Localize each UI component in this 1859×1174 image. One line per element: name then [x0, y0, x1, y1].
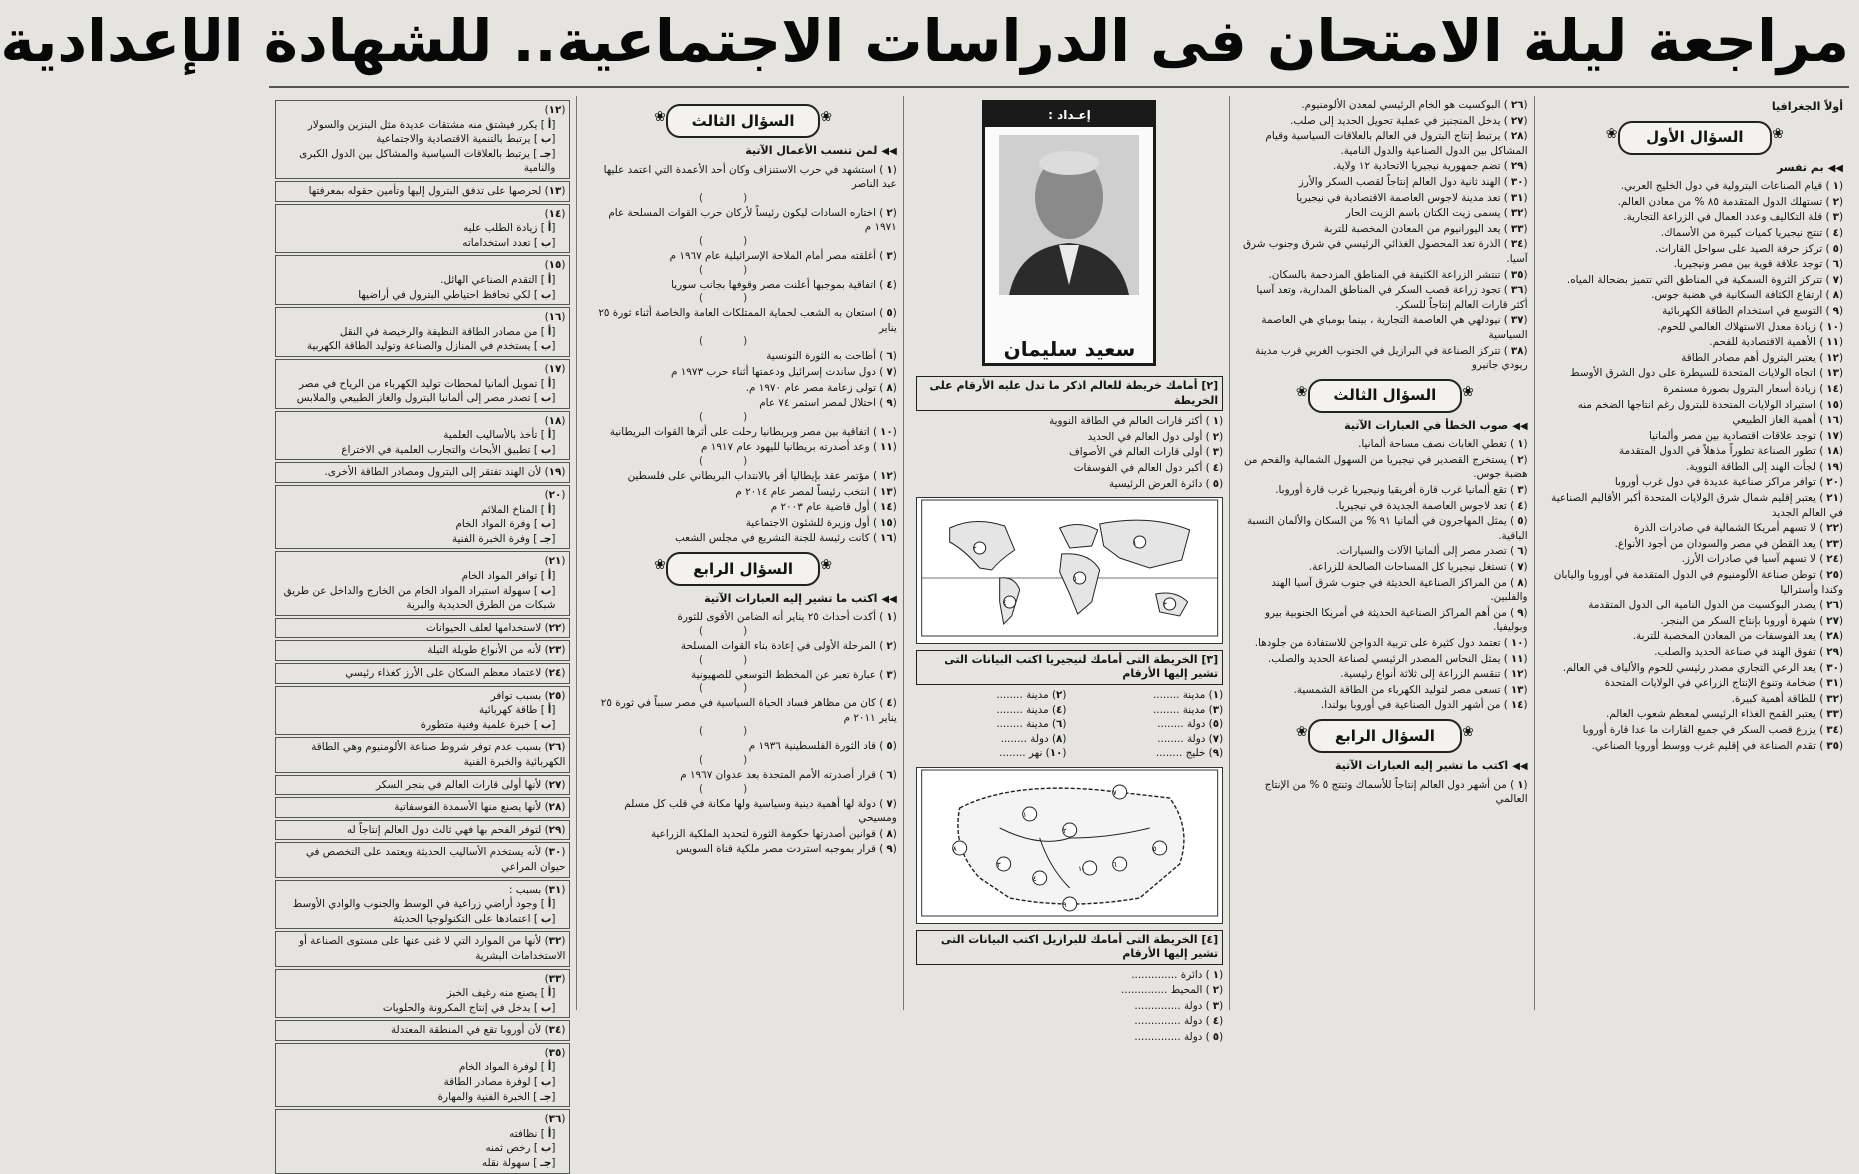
- list-item: (٢٩) تضم جمهورية نيجيريا الاتحادية ١٢ ولاية.: [1332, 160, 1528, 173]
- arrow-left-icon: ◀◀: [881, 593, 897, 605]
- world-map-figure: [917, 498, 1222, 638]
- instruction: ◀◀اكتب ما تشير إليه العبارات الآتية: [1334, 758, 1528, 772]
- item-list: [1242, 778, 1527, 807]
- svg-text:٩: ٩: [1062, 900, 1067, 909]
- list-item: (٤) أكبر دول العالم في الفوسفات: [1073, 461, 1224, 474]
- list-item: (٧) دولة لها أهمية دينية وسياسية ولها مكانة في قلب كل مسلم ومسيحي: [624, 797, 897, 825]
- svg-text:٤: ٤: [1002, 599, 1007, 608]
- list-item: (٣٢) يسمى زيت الكتان باسم الزيت الحار: [1345, 207, 1528, 220]
- answer-sub: [ب] تطبيق الأبحاث والتجارب العلمية في الاختراع: [341, 443, 556, 456]
- arrow-left-icon: ◀◀: [1512, 760, 1528, 772]
- list-item: (١١) الأهمية الاقتصادية للفحم.: [1709, 336, 1843, 349]
- instruction: ◀◀بم تفسر: [1776, 160, 1843, 174]
- list-item: (٥) استعان به الشعب لحماية الممتلكات العامة والخاصة أثناء ثورة ٢٥ يناير (): [598, 307, 897, 348]
- answer-block: (٢٠) [أ] المناخ الملائم [ب] وفرة المواد الخام [جـ] وفرة الخبرة الفنية: [275, 485, 570, 549]
- answer-sub: [ب] خبرة علمية وفنية متطورة: [420, 718, 556, 731]
- item-list: [589, 163, 896, 546]
- item-list: [916, 414, 1223, 491]
- list-item: (١٥) استيراد الولايات المتحدة للبترول رغم انتاجها الضخم منه: [1577, 398, 1843, 411]
- list-item: (٣٥) تقدم الصناعة في إقليم غرب ووسط أوروبا الصناعي.: [1591, 739, 1843, 752]
- list-item: (١) أكدت أحداث ٢٥ يناير أنه الضامن الأقوى للثورة (): [677, 611, 897, 638]
- blank-item: (٢) المحيط ..............: [1121, 984, 1224, 997]
- blank-item: (٧) دولة ........: [1157, 732, 1224, 745]
- blank-item: (٥) دولة ........: [1157, 718, 1224, 731]
- answer-block: (٢٣) لأنه من الأنواع طويلة التيلة: [275, 640, 570, 661]
- answer-sub: [أ] تمويل ألمانيا لمحطات توليد الكهرباء من الرياح في مصر: [298, 377, 556, 390]
- list-item: (٢٦) يصدر البوكسيت من الدول النامية الى الدول المتقدمة: [1588, 599, 1843, 612]
- svg-text:٨: ٨: [952, 844, 957, 853]
- instruction: ◀◀صوب الخطأ في العبارات الآتية: [1344, 418, 1528, 432]
- list-item: (٣٤) الذرة تعد المحصول الغذائي الرئيسي في شرق وجنوب شرق آسيا.: [1242, 238, 1528, 265]
- blank-item: (٥) دولة ..............: [1134, 1031, 1224, 1044]
- question-badge: ❀ السؤال الرابع ❀: [1308, 719, 1462, 753]
- list-item: (٣١) ضخامة وتنوع الإنتاج الزراعي في الولايات المتحدة: [1604, 677, 1843, 690]
- list-item: (١) استشهد في حرب الاستنزاف وكان أحد الأعمدة التي اعتمد عليها عبد الناصر (): [603, 163, 897, 204]
- blank-item: (٢) مدينة ........: [996, 688, 1067, 701]
- section-label: أولاً الجغرافيا: [1771, 100, 1843, 113]
- svg-text:٣: ٣: [1162, 601, 1167, 610]
- list-item: (١١) وعد أصدرته بريطانيا لليهود عام ١٩١٧ م (): [699, 441, 897, 467]
- answer-sub: [جـ] وفرة الخبرة الفنية: [451, 532, 556, 545]
- list-item: (٩) التوسع في استخدام الطاقة الكهربائية: [1662, 304, 1843, 317]
- answer-block: (٢٥) بسبب توافر [أ] طاقة كهربائية [ب] خبرة علمية وفنية متطورة: [275, 686, 570, 736]
- list-item: (١٢) مؤتمر عقد بإيطاليا أقر بالانتداب البريطاني على فلسطين: [627, 469, 897, 482]
- answer-sub: [أ] توافر المواد الخام: [461, 570, 556, 583]
- question-badge: ❀ السؤال الأول ❀: [1618, 121, 1772, 155]
- blank-item: (١٠) نهر ........: [999, 747, 1067, 760]
- list-item: (٢) أولى دول العالم في الحديد: [1087, 430, 1224, 443]
- blank-item: (٤) دولة ..............: [1134, 1015, 1224, 1028]
- answer-block: (٣٠) لأنه يستخدم الأساليب الحديثة ويعتمد على التخصص في حيوان المراعي: [275, 842, 570, 877]
- list-item: (١) أكثر قارات العالم في الطاقة النووية: [1049, 415, 1224, 428]
- list-item: (٢) المرحلة الأولى في إعادة بناء القوات المسلحة (): [680, 640, 897, 666]
- list-item: (١٣) تسعى مصر لتوليد الكهرباء من الطاقة الشمسية.: [1293, 683, 1528, 696]
- author-label: إعـداد :: [985, 103, 1153, 127]
- list-item: (٢) اختاره السادات ليكون رئيساً لأركان حرب القوات المسلحة عام ١٩٧١ م (): [608, 206, 897, 247]
- answer-block: (٣٥) [أ] لوفرة المواد الخام [ب] لوفرة مصادر الطاقة [جـ] الخبرة الفنية والمهارة: [275, 1043, 570, 1107]
- list-item: (٣٧) نيودلهي هي العاصمة التجارية ، بينما بومباي هي العاصمة السياسية: [1261, 314, 1528, 341]
- list-item: (٥) يمثل المهاجرون في ألمانيا ٩١ % من السكان والألمان النسبة الباقية.: [1246, 515, 1528, 542]
- list-item: (١) قيام الصناعات البترولية في دول الخليج العربي.: [1620, 180, 1843, 193]
- answer-sub: [أ] التقدم الصناعي الهائل.: [440, 273, 556, 286]
- list-item: (٣) عبارة تعبر عن المخطط التوسعي للصهيونية (): [691, 668, 897, 695]
- list-item: (٣٥) تنتشر الزراعة الكثيفة في المناطق المزدحمة بالسكان.: [1268, 268, 1528, 281]
- list-item: (٣٠) الهند ثانية دول العالم إنتاجاً لقصب السكر والأرز: [1298, 175, 1528, 188]
- list-item: (٢٨) يرتبط إنتاج البترول في العالم بالعلاقات السياسية وقيام المشاكل بين الدول الصناعية والدول النامية.: [1265, 130, 1528, 157]
- author-name: سعيد سليمان: [1003, 337, 1136, 362]
- answer-sub: [أ] زيادة الطلب عليه: [463, 222, 556, 235]
- blank-item: (٨) دولة ........: [1000, 732, 1067, 745]
- answer-sub: [ب] تعدد استخداماته: [462, 236, 556, 249]
- list-item: (٣٠) يعد الرعي التجاري مصدر رئيسي للحوم والألياف في العالم.: [1562, 661, 1843, 674]
- answer-sub: [أ] يكرر فيشتق منه مشتقات عديدة مثل البنزين والسولار: [307, 118, 556, 131]
- list-item: (٣) أغلقته مصر أمام الملاحة الإسرائيلية عام ١٩٦٧ م (): [669, 249, 897, 276]
- list-item: (١٨) تطور الصناعة تطوراً مذهلاً في الدول المتقدمة: [1619, 445, 1843, 458]
- answer-sub: [أ] من مصادر الطاقة النظيفة والرخيصة في النقل: [339, 325, 556, 338]
- question-header: [٤] الخريطة التى أمامك للبرازيل اكتب البيانات التى تشير إليها الأرقام: [916, 930, 1223, 965]
- instruction: ◀◀اكتب ما تشير إليه العبارات الآتية: [704, 591, 897, 605]
- list-item: (٢) يستخرج القصدير في نيجيريا من السهول الشمالية والفحم من هضبة جوس.: [1243, 453, 1528, 481]
- list-item: (٦) أطاحت به الثورة التونسية: [766, 350, 897, 363]
- answer-block: (١٢) [أ] يكرر فيشتق منه مشتقات عديدة مثل البنزين والسولار [ب] يرتبط بالتنمية الاقتصادية والاجتماعية [جـ] يرتبط بالعلاقات السياسية والمشاكل بين الدول الكبرى والنامية: [275, 100, 570, 179]
- instruction: ◀◀لمن تنسب الأعمال الآتية: [745, 144, 897, 157]
- svg-text:٤: ٤: [1032, 874, 1037, 883]
- list-item: (١٥) أول وزيرة للشئون الاجتماعية: [745, 516, 897, 529]
- list-item: (١) تغطي الغابات نصف مساحة ألمانيا.: [1358, 438, 1528, 451]
- answer-block: (١٣) لحرصها على تدفق البترول إليها وتأمين حقوله بمعرفتها: [275, 181, 570, 202]
- answer-sub: [أ] نظافته: [509, 1127, 556, 1140]
- answer-sub: [أ] لوفرة المواد الخام: [458, 1061, 556, 1074]
- list-item: (١٠) زيادة معدل الاستهلاك العالمي للحوم.: [1657, 320, 1843, 333]
- list-item: (٢٩) تفوق الهند في صناعة الحديد والصلب.: [1654, 646, 1843, 658]
- blank-item: (٩) خليج ........: [1155, 747, 1224, 760]
- blank-item: (٤) مدينة ........: [996, 703, 1067, 716]
- list-item: (٣٦) تجود زراعة قصب السكر في المناطق المدارية، وتعد آسيا أكثر قارات العالم إنتاجاً للسكر.: [1256, 284, 1528, 311]
- answer-sub: [جـ] يرتبط بالعلاقات السياسية والمشاكل بين الدول الكبرى والنامية: [299, 147, 556, 175]
- svg-text:١: ١: [1022, 810, 1027, 819]
- list-item: (٣٤) يزرع قصب السكر في جميع القارات ما عدا قارة أوروبا: [1582, 723, 1843, 736]
- item-list: [1242, 98, 1527, 373]
- list-item: (١٤) زيادة أسعار البترول بصورة مستمرة: [1663, 382, 1843, 395]
- list-item: (٤) كان من مظاهر فساد الحياة السياسية في مصر سبباً في ثورة ٢٥ يناير ٢٠١١ م (): [600, 697, 897, 738]
- answer-sub: [ب] اعتمادها على التكنولوجيا الحديثة: [393, 912, 556, 925]
- answer-block: (١٨) [أ] تأخذ بالأساليب العلمية [ب] تطبيق الأبحاث والتجارب العلمية في الاختراع: [275, 411, 570, 461]
- list-item: (٤) اتفاقية بموجبها أعلنت مصر وقوفها بجانب سوريا (): [671, 278, 897, 305]
- nigeria-map-figure: [917, 768, 1222, 918]
- list-item: (٤) تنتج نيجيريا كميات كبيرة من الأسماك.: [1660, 226, 1843, 239]
- list-item: (٣٣) يعد اليورانيوم من المعادن المخصبة للتربة: [1323, 222, 1528, 235]
- list-item: (٨) تولى زعامة مصر عام ١٩٧٠ م.: [745, 381, 897, 394]
- answer-sub: [أ] وجود أراضي زراعية في الوسط والجنوب والوادي الأوسط: [292, 898, 556, 911]
- answer-block: (١٧) [أ] تمويل ألمانيا لمحطات توليد الكهرباء من الرياح في مصر [ب] تصدر مصر إلى ألمانيا البترول والغاز الطبيعي والملابس: [275, 359, 570, 409]
- header-rule: [269, 86, 1849, 88]
- answer-sub: [ب] يدخل في إنتاج المكرونة والحلويات: [382, 1001, 556, 1014]
- answer-block: (١٩) لأن الهند تفتقر إلى البترول ومصادر الطاقة الأخرى.: [275, 462, 570, 483]
- list-item: (٦) توجد علاقة قوية بين مصر ونيجيريا.: [1673, 258, 1843, 271]
- answer-sub: [أ] طاقة كهربائية: [479, 704, 556, 717]
- question-header: [٣] الخريطة التى أمامك لنيجيريا اكتب البيانات التى تشير إليها الأرقام: [916, 650, 1223, 685]
- answer-block: (٣٣) [أ] يصنع منه رغيف الخبز [ب] يدخل في إنتاج المكرونة والحلويات: [275, 969, 570, 1019]
- list-item: (٢) تستهلك الدول المتقدمة ٨٥ % من معادن العالم.: [1617, 195, 1843, 208]
- answer-block: (١٤) [أ] زيادة الطلب عليه [ب] تعدد استخداماته: [275, 204, 570, 254]
- list-item: (٢٧) شهرة أوروبا بإنتاج السكر من البنجر.: [1660, 614, 1843, 627]
- answer-block: (٢٨) لأنها يصنع منها الأسمدة الفوسفاتية: [275, 797, 570, 818]
- answer-sub: [جـ] سهولة نقله: [481, 1157, 556, 1170]
- list-item: (١) من أشهر دول العالم إنتاجاً للأسماك وتنتج ٥ % من الإنتاج العالمي: [1264, 778, 1528, 806]
- column-center-maps: [910, 96, 1230, 1044]
- list-item: (٩) قرار بموجبه استردت مصر ملكية قناة السويس: [676, 843, 897, 856]
- svg-text:٥: ٥: [1152, 844, 1157, 853]
- list-item: (٢٧) يدخل المنجنيز في عملية تحويل الحديد إلى صلب.: [1290, 114, 1528, 127]
- list-item: (٧) دول ساندت إسرائيل ودعمتها أثناء حرب ١٩٧٣ م: [670, 365, 897, 378]
- list-item: (٩) احتلال لمصر استمر ٧٤ عام (): [699, 397, 897, 423]
- nigeria-map: [916, 767, 1223, 924]
- world-map: [916, 497, 1223, 644]
- list-item: (٦) تصدر مصر إلى ألمانيا الآلات والسيارات.: [1336, 545, 1528, 558]
- answer-block: (١٦) [أ] من مصادر الطاقة النظيفة والرخيصة في النقل [ب] يستخدم في المنازل والصناعة وتوليد الطاقة الكهربية: [275, 307, 570, 357]
- column-geography-q3: [1236, 96, 1534, 1010]
- list-item: (١٣) انتخب رئيساً لمصر عام ٢٠١٤ م: [735, 485, 897, 498]
- list-item: (١٣) اتجاه الولايات المتحدة للسيطرة على دول الشرق الأوسط: [1569, 367, 1843, 380]
- list-item: (٣٨) تتركز الصناعة في البرازيل في الجنوب الغربي قرب مدينة ريودي جانيرو: [1255, 344, 1528, 372]
- answer-sub: [ب] يرتبط بالتنمية الاقتصادية والاجتماعية: [376, 133, 556, 146]
- list-item: (١٩) لجأت الهند إلى الطاقة النووية.: [1686, 460, 1843, 473]
- list-item: (٢٢) لا تسهم أمريكا الشمالية في صادرات الذرة: [1634, 522, 1843, 535]
- answer-block: (٣٤) لأن أوروبا تقع في المنطقة المعتدلة: [275, 1020, 570, 1041]
- svg-text:٢: ٢: [972, 545, 977, 554]
- answer-sub: [ب] رخص ثمنه: [485, 1142, 556, 1155]
- list-item: (١٠) تعتمد دول كثيرة على تربية الدواجن للاستفادة من جلودها.: [1254, 637, 1528, 649]
- answer-sub: [أ] تأخذ بالأساليب العلمية: [443, 429, 556, 442]
- answer-block: (١٥) [أ] التقدم الصناعي الهائل. [ب] لكي تحافظ احتياطي البترول في أراضيها: [275, 255, 570, 305]
- svg-text:١٠: ١٠: [1077, 864, 1086, 873]
- list-item: (٦) قرار أصدرته الأمم المتحدة بعد عدوان ١٩٦٧ م (): [680, 769, 897, 795]
- list-item: (٧) تتركز الثروة السمكية في المناطق التي تتميز بضحالة المياه.: [1566, 273, 1843, 286]
- list-item: (١٠) اتفاقية بين مصر وبريطانيا رحلت على أثرها القوات البريطانية: [609, 425, 897, 438]
- list-item: (٨) قوانين أصدرتها حكومة الثورة لتحديد الملكية الزراعية: [650, 827, 897, 840]
- answer-block: (٢٦) بسبب عدم توفر شروط صناعة الألومنيوم وهي الطاقة الكهربائية والخبرة الفنية: [275, 737, 570, 772]
- list-item: (٣١) تعد مدينة لاجوس العاصمة الاقتصادية في نيجيريا: [1296, 191, 1528, 204]
- answer-block: (٢١) [أ] توافر المواد الخام [ب] سهولة استيراد المواد الخام من الخارج والداخل عن طريق شبكات من الطرق الحديدية والبرية: [275, 551, 570, 615]
- answer-sub: [ب] سهولة استيراد المواد الخام من الخارج والداخل عن طريق شبكات من الطرق الحديدية والبرية: [283, 584, 556, 612]
- item-list: [1242, 437, 1527, 713]
- list-item: (٥) دائرة العرض الرئيسية: [1109, 477, 1224, 490]
- list-item: (٢٦) البوكسيت هو الخام الرئيسي لمعدن الألومنيوم.: [1301, 99, 1528, 111]
- column-history: [583, 96, 903, 1010]
- list-item: (٥) قاد الثورة الفلسطينية ١٩٣٦ م (): [699, 740, 897, 767]
- list-item: (٣٣) يعتبر القمح الغذاء الرئيسي لمعظم شعوب العالم.: [1605, 708, 1843, 721]
- arrow-left-icon: ◀◀: [1827, 162, 1843, 174]
- portrait-image: [999, 135, 1139, 295]
- answer-sub: [ب] يستخدم في المنازل والصناعة وتوليد الطاقة الكهربية: [306, 340, 556, 353]
- list-item: (٨) من المراكز الصناعية الحديثة في جنوب شرق آسيا الهند والفلبين.: [1271, 576, 1528, 604]
- answer-sub: [ب] وفرة المواد الخام: [455, 518, 556, 531]
- blank-item: (٣) دولة ..............: [1134, 999, 1224, 1012]
- list-item: (٥) تركز حرفة الصيد على سواحل القارات.: [1655, 242, 1843, 255]
- answer-block: (٣٢) لأنها من الموارد التي لا غنى عنها على مستوى الصناعة أو الاستخدامات البشرية: [275, 931, 570, 966]
- blank-item: (٦) مدينة ........: [996, 718, 1067, 731]
- svg-text:٢: ٢: [1062, 826, 1067, 835]
- list-item: (٢٥) توطن صناعة الألومنيوم في الدول المتقدمة في أوروبا واليابان وكندا وأستراليا: [1553, 569, 1843, 596]
- svg-text:٦: ٦: [1112, 860, 1117, 869]
- author-photo: [999, 135, 1139, 295]
- headline: مراجعة ليلة الامتحان فى الدراسات الاجتماعية.. للشهادة الإعدادية: [0, 7, 1849, 75]
- question-badge: ❀ السؤال الرابع ❀: [666, 552, 820, 586]
- list-item: (٣) تقع ألمانيا غرب قارة أفريقيا ونيجيريا غرب قارة أوروبا.: [1275, 484, 1528, 497]
- answer-sub: [ب] لكي تحافظ احتياطي البترول في أراضيها: [358, 288, 556, 301]
- question-badge: ❀ السؤال الثالث ❀: [666, 104, 820, 138]
- arrow-left-icon: ◀◀: [1512, 420, 1528, 432]
- list-item: (٢٤) لا تسهم آسيا في صادرات الأرز.: [1681, 553, 1843, 566]
- list-item: (٢١) يعتبر إقليم شمال شرق الولايات المتحدة أكبر الأقاليم الصناعية في العالم الجديد: [1551, 492, 1843, 519]
- question-badge: ❀ السؤال الثالث ❀: [1308, 379, 1462, 413]
- list-item: (٩) من أهم المراكز الصناعية الحديثة في أمريكا الجنوبية بيرو وبوليفيا.: [1264, 606, 1528, 634]
- answer-sub: [أ] يصنع منه رغيف الخبز: [446, 987, 556, 1000]
- list-item: (١٤) من أشهر الدول الصناعية في أوروبا بولندا.: [1320, 699, 1528, 712]
- item-list: [916, 968, 1223, 1045]
- blank-item: (٣) مدينة ........: [1153, 703, 1224, 716]
- answer-block: (٢٧) لأنها أولى قارات العالم في بنجر السكر: [275, 775, 570, 796]
- answer-sub: [ب] لوفرة مصادر الطاقة: [443, 1076, 556, 1089]
- question-header: [٢] أمامك خريطة للعالم اذكر ما تدل عليه الأرقام على الخريطة: [916, 376, 1223, 411]
- list-item: (١١) يمثل النحاس المصدر الرئيسي لصناعة الحديد والصلب.: [1267, 652, 1528, 665]
- author-box: [982, 100, 1156, 366]
- list-item: (٣) قلة التكاليف وعدد العمال في الزراعة التجارية.: [1623, 211, 1843, 224]
- answer-block: (٢٢) لاستخدامها لعلف الحيوانات: [275, 618, 570, 639]
- list-item: (٣٢) للطاقة أهمية كبيرة.: [1731, 692, 1843, 705]
- list-item: (١٤) أول قاضية عام ٢٠٠٣ م: [770, 501, 897, 514]
- answer-block: (٣١) بسبب : [أ] وجود أراضي زراعية في الوسط والجنوب والوادي الأوسط [ب] اعتمادها على التكنولوجيا الحديثة: [275, 880, 570, 930]
- svg-text:٥: ٥: [1072, 575, 1077, 584]
- arrow-left-icon: ◀◀: [881, 146, 897, 157]
- list-item: (٣) أولى قارات العالم في الأصواف: [1068, 446, 1224, 459]
- svg-text:٧: ٧: [1112, 788, 1117, 797]
- list-item: (١٦) كانت رئيسة للجنة التشريع في مجلس الشعب: [674, 532, 897, 545]
- list-item: (٧) تستغل نيجيريا كل المساحات الصالحة للزراعة.: [1308, 561, 1528, 574]
- answer-block: (٢٤) لاعتماد معظم السكان على الأرز كغذاء رئيسي: [275, 663, 570, 684]
- blank-item: (١) مدينة ........: [1153, 688, 1224, 701]
- list-item: (٤) تعد لاجوس العاصمة الجديدة في نيجيريا.: [1335, 499, 1528, 512]
- list-item: (٢٣) يعد القطن في مصر والسودان من أجود الأنواع.: [1614, 537, 1843, 550]
- answer-sub: [ب] تصدر مصر إلى ألمانيا البترول والغاز الطبيعي والملابس: [296, 392, 556, 405]
- columns: [269, 96, 1849, 1170]
- list-item: (٢٨) يعد الفوسفات من المعادن المخصبة للتربة.: [1632, 630, 1843, 643]
- blank-item: (١) دائرة ..............: [1131, 968, 1224, 981]
- svg-text:١: ١: [1132, 539, 1137, 548]
- list-item: (١٦) أهمية الغاز الطبيعي: [1732, 414, 1843, 427]
- answer-block: (٣٦) [أ] نظافته [ب] رخص ثمنه [جـ] سهولة نقله: [275, 1109, 570, 1173]
- answer-sub: [أ] المناخ الملائم: [480, 503, 556, 516]
- answer-block: (٢٩) لتوفر الفحم بها فهي ثالث دول العالم إنتاجاً له: [275, 820, 570, 841]
- column-geography-q1: [1541, 96, 1849, 1010]
- list-item: (١٧) توجد علاقات اقتصادية بين مصر وألمانيا: [1648, 429, 1843, 442]
- list-item: (٨) ارتفاع الكثافة السكانية في هضبة جوس.: [1651, 289, 1843, 302]
- column-answers: [269, 96, 577, 1170]
- list-item: (٢٠) توافر مراكز صناعية عديدة في دول غرب أوروبا: [1614, 476, 1843, 489]
- list-item: (١٢) تنقسم الزراعة إلى ثلاثة أنواع رئيسية.: [1340, 668, 1528, 681]
- answer-blanks: [916, 688, 1223, 761]
- svg-text:٣: ٣: [996, 860, 1001, 869]
- item-list: [589, 610, 896, 857]
- list-item: (١٢) يعتبر البترول أهم مصادر الطاقة: [1681, 351, 1843, 364]
- answer-sub: [جـ] الخبرة الفنية والمهارة: [437, 1090, 556, 1103]
- item-list: [1547, 179, 1843, 753]
